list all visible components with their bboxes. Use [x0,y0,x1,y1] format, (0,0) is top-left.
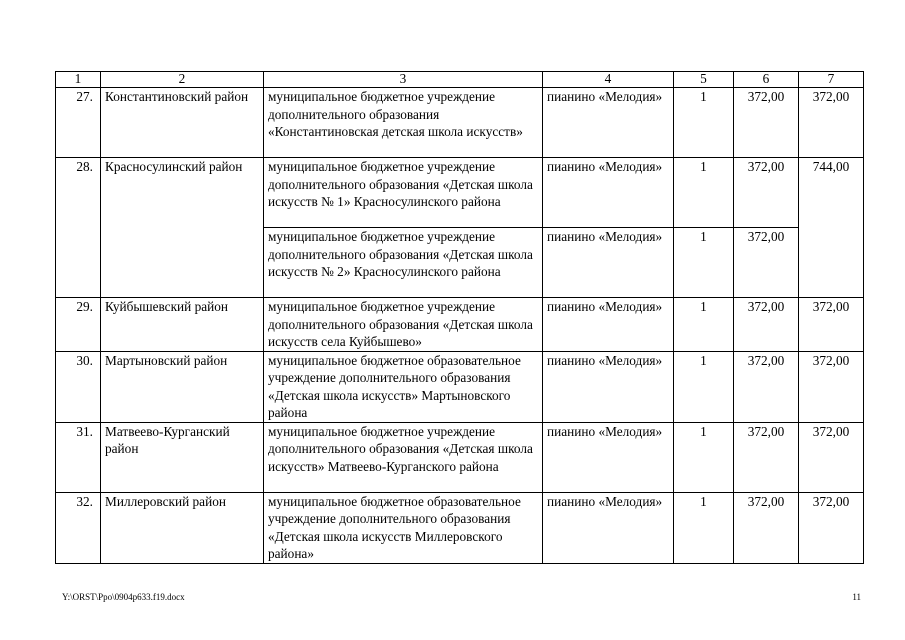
institution-cell: муниципальное бюджетное учреждение дополнительного образования «Детская школа искусств № 2» Красносулинского района [264,228,543,298]
district-cell: Красносулинский район [101,158,264,298]
price-cell: 372,00 [734,158,799,228]
row-number: 31. [56,422,101,492]
institution-cell: муниципальное бюджетное образовательное учреждение дополнительного образования «Детская школа искусств Миллеровского района» [264,492,543,563]
total-cell: 372,00 [799,422,864,492]
item-cell: пианино «Мелодия» [543,228,674,298]
total-cell: 372,00 [799,492,864,563]
total-cell: 372,00 [799,351,864,422]
item-cell: пианино «Мелодия» [543,88,674,158]
district-cell: Миллеровский район [101,492,264,563]
item-cell: пианино «Мелодия» [543,351,674,422]
column-header-2: 2 [101,72,264,88]
table-row [56,298,864,352]
column-header-5: 5 [674,72,734,88]
row-number: 32. [56,492,101,563]
header-row [56,72,864,88]
price-cell: 372,00 [734,298,799,352]
total-cell: 372,00 [799,298,864,352]
district-cell: Константиновский район [101,88,264,158]
row-number: 30. [56,351,101,422]
footer-file-path: Y:\ORST\Ppo\0904p633.f19.docx [62,592,185,602]
district-cell: Матвеево-Курганский район [101,422,264,492]
table-row [56,492,864,563]
price-cell: 372,00 [734,351,799,422]
table-row [56,351,864,422]
institution-cell: муниципальное бюджетное учреждение дополнительного образования «Константиновская детская школа искусств» [264,88,543,158]
table-row [56,88,864,158]
institution-cell: муниципальное бюджетное учреждение дополнительного образования «Детская школа искусств № 1» Красносулинского района [264,158,543,228]
quantity-cell: 1 [674,158,734,228]
quantity-cell: 1 [674,492,734,563]
quantity-cell: 1 [674,228,734,298]
price-cell: 372,00 [734,422,799,492]
row-number: 28. [56,158,101,298]
column-header-3: 3 [264,72,543,88]
quantity-cell: 1 [674,351,734,422]
price-cell: 372,00 [734,88,799,158]
footer-page-number: 11 [852,592,861,602]
quantity-cell: 1 [674,422,734,492]
quantity-cell: 1 [674,88,734,158]
institution-cell: муниципальное бюджетное образовательное учреждение дополнительного образования «Детская школа искусств» Мартыновского района [264,351,543,422]
total-cell: 372,00 [799,88,864,158]
district-cell: Мартыновский район [101,351,264,422]
institution-cell: муниципальное бюджетное учреждение дополнительного образования «Детская школа искусств села Куйбышево» [264,298,543,352]
table-row [56,158,864,228]
table-row [56,422,864,492]
row-number: 27. [56,88,101,158]
institution-cell: муниципальное бюджетное учреждение дополнительного образования «Детская школа искусств» Матвеево-Курганского района [264,422,543,492]
item-cell: пианино «Мелодия» [543,492,674,563]
allocation-table [55,71,864,564]
item-cell: пианино «Мелодия» [543,422,674,492]
column-header-7: 7 [799,72,864,88]
item-cell: пианино «Мелодия» [543,298,674,352]
row-number: 29. [56,298,101,352]
price-cell: 372,00 [734,492,799,563]
price-cell: 372,00 [734,228,799,298]
column-header-6: 6 [734,72,799,88]
district-cell: Куйбышевский район [101,298,264,352]
quantity-cell: 1 [674,298,734,352]
column-header-1: 1 [56,72,101,88]
column-header-4: 4 [543,72,674,88]
item-cell: пианино «Мелодия» [543,158,674,228]
total-cell: 744,00 [799,158,864,298]
